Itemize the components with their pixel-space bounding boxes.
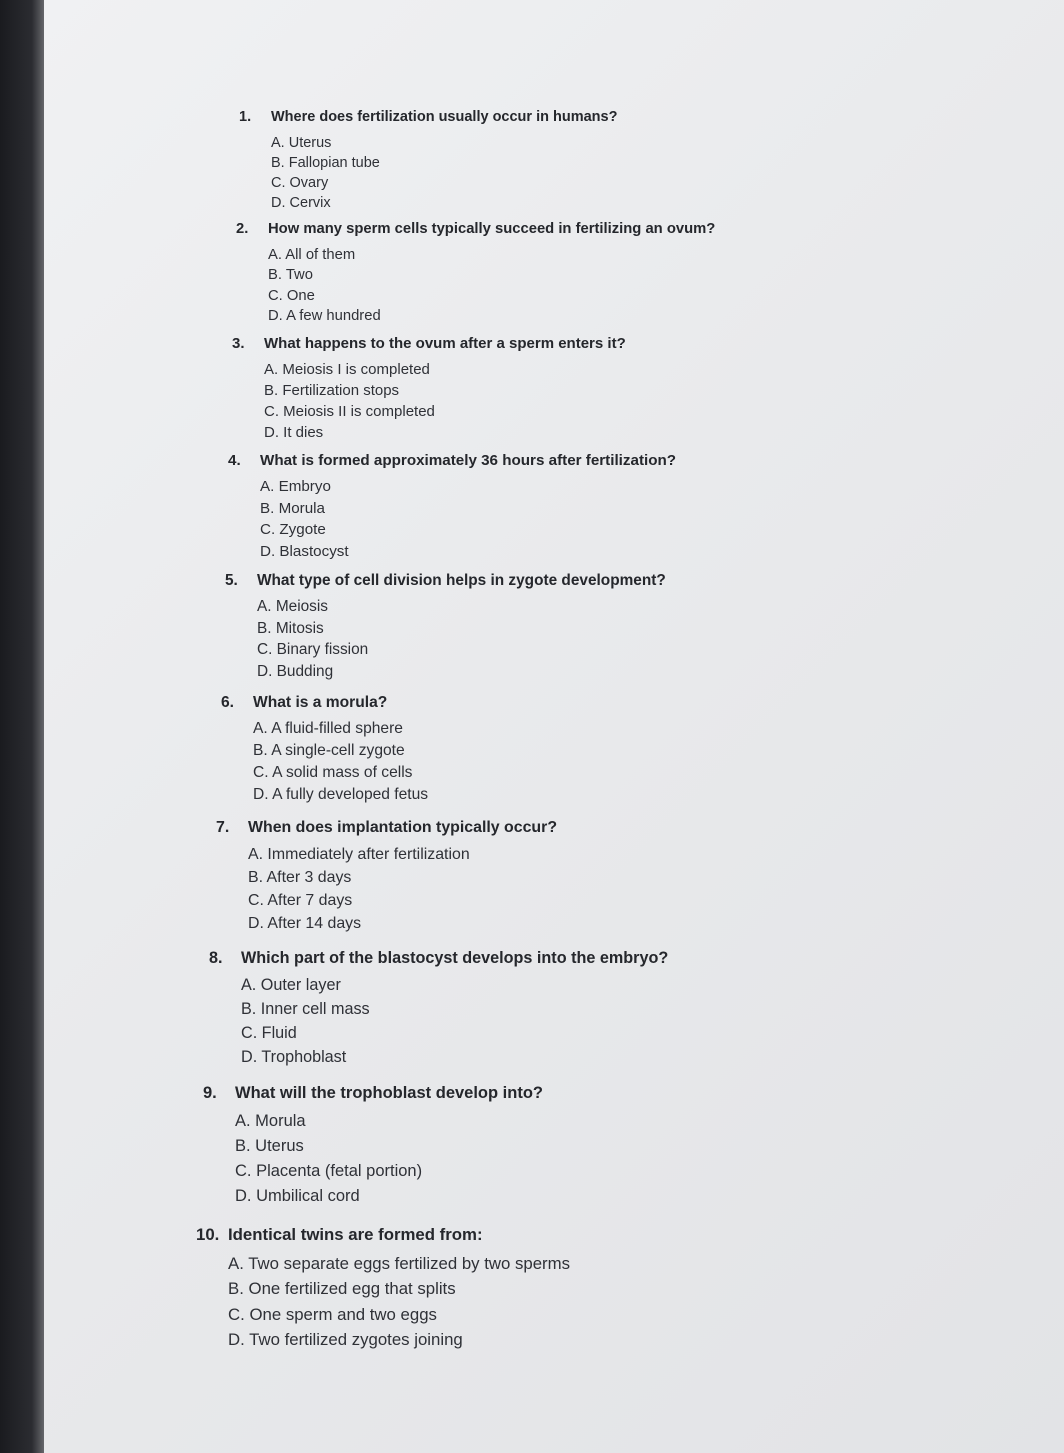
question-stem bbox=[216, 820, 557, 836]
question-9 bbox=[203, 1085, 543, 1209]
option-a: A. A fluid-filled sphere bbox=[253, 719, 403, 737]
question-number: 4. bbox=[228, 452, 241, 469]
answer-options bbox=[248, 843, 557, 935]
question-text: What is a morula? bbox=[253, 694, 388, 711]
answer-options bbox=[253, 718, 428, 806]
option-d: D. Two fertilized zygotes joining bbox=[228, 1330, 463, 1350]
question-stem bbox=[232, 336, 626, 351]
option-b: B. Two bbox=[268, 267, 313, 284]
option-a: A. Embryo bbox=[260, 478, 331, 496]
option-a: A. Meiosis bbox=[257, 598, 328, 616]
question-stem bbox=[228, 453, 676, 468]
option-d: D. After 14 days bbox=[248, 914, 362, 932]
option-c: C. A solid mass of cells bbox=[253, 763, 413, 781]
option-a: A. Two separate eggs fertilized by two sperms bbox=[228, 1253, 570, 1273]
option-a: A. Uterus bbox=[271, 134, 332, 151]
question-number: 7. bbox=[216, 819, 230, 836]
question-number: 5. bbox=[225, 572, 238, 589]
option-a: A. Immediately after fertilization bbox=[248, 845, 470, 863]
question-stem bbox=[225, 573, 666, 588]
option-c: C. Placenta (fetal portion) bbox=[235, 1161, 423, 1180]
option-d: D. A few hundred bbox=[268, 308, 381, 325]
option-c: C. Fluid bbox=[241, 1024, 297, 1043]
question-8 bbox=[209, 950, 668, 1069]
question-text: What type of cell division helps in zygote development? bbox=[257, 572, 666, 589]
option-c: C. Meiosis II is completed bbox=[264, 403, 435, 420]
option-b: B. One fertilized egg that splits bbox=[228, 1279, 456, 1299]
question-stem bbox=[203, 1085, 543, 1102]
question-2 bbox=[236, 222, 715, 327]
option-b: B. Inner cell mass bbox=[241, 1000, 370, 1019]
answer-options bbox=[268, 245, 715, 327]
option-d: D. Umbilical cord bbox=[235, 1186, 360, 1205]
question-text: How many sperm cells typically succeed in fertilizing an ovum? bbox=[268, 221, 716, 237]
question-number: 6. bbox=[221, 694, 235, 711]
question-1 bbox=[239, 110, 617, 213]
question-10 bbox=[196, 1227, 570, 1353]
question-number: 10. bbox=[196, 1225, 220, 1244]
question-4 bbox=[228, 453, 676, 562]
option-b: B. Fertilization stops bbox=[264, 382, 400, 399]
question-number: 2. bbox=[236, 221, 249, 237]
option-c: C. Zygote bbox=[260, 521, 326, 539]
option-c: C. After 7 days bbox=[248, 891, 353, 909]
option-d: D. A fully developed fetus bbox=[253, 785, 429, 803]
option-b: B. Uterus bbox=[235, 1136, 304, 1155]
question-stem bbox=[236, 222, 715, 237]
answer-options bbox=[271, 133, 617, 213]
question-number: 3. bbox=[232, 335, 245, 352]
answer-options bbox=[264, 359, 626, 443]
option-c: C. Binary fission bbox=[257, 641, 369, 659]
question-3 bbox=[232, 336, 626, 443]
option-b: B. Mitosis bbox=[257, 619, 324, 637]
question-stem bbox=[196, 1227, 570, 1244]
question-text: What will the trophoblast develop into? bbox=[235, 1084, 543, 1102]
question-text: What happens to the ovum after a sperm enters it? bbox=[264, 335, 626, 352]
answer-options bbox=[260, 476, 676, 562]
answer-options bbox=[235, 1109, 543, 1209]
option-a: A. Meiosis I is completed bbox=[264, 361, 430, 378]
answer-options bbox=[228, 1251, 570, 1353]
option-b: B. A single-cell zygote bbox=[253, 741, 405, 759]
answer-options bbox=[241, 973, 668, 1069]
question-5 bbox=[225, 573, 666, 682]
option-b: B. Morula bbox=[260, 499, 325, 517]
answer-options bbox=[257, 596, 666, 682]
option-c: C. One sperm and two eggs bbox=[228, 1304, 437, 1324]
option-d: D. Trophoblast bbox=[241, 1048, 347, 1067]
option-a: A. Morula bbox=[235, 1111, 306, 1130]
option-d: D. Budding bbox=[257, 662, 334, 680]
question-text: Which part of the blastocyst develops into the embryo? bbox=[241, 949, 669, 967]
option-c: C. Ovary bbox=[271, 174, 329, 191]
question-6 bbox=[221, 695, 428, 806]
question-stem bbox=[239, 110, 617, 125]
option-d: D. Cervix bbox=[271, 194, 331, 211]
option-a: A. Outer layer bbox=[241, 976, 341, 995]
question-number: 1. bbox=[239, 109, 252, 125]
option-b: B. Fallopian tube bbox=[271, 154, 380, 171]
question-number: 8. bbox=[209, 949, 223, 967]
question-stem bbox=[209, 950, 668, 966]
option-d: D. It dies bbox=[264, 424, 324, 441]
question-7 bbox=[216, 820, 557, 935]
option-d: D. Blastocyst bbox=[260, 542, 349, 560]
question-text: Identical twins are formed from: bbox=[228, 1225, 483, 1244]
option-b: B. After 3 days bbox=[248, 868, 352, 886]
option-c: C. One bbox=[268, 287, 315, 304]
question-text: Where does fertilization usually occur in humans? bbox=[271, 109, 618, 125]
question-text: What is formed approximately 36 hours after fertilization? bbox=[260, 452, 677, 469]
question-text: When does implantation typically occur? bbox=[248, 819, 558, 836]
question-number: 9. bbox=[203, 1084, 217, 1102]
question-stem bbox=[221, 695, 428, 711]
option-a: A. All of them bbox=[268, 246, 356, 263]
